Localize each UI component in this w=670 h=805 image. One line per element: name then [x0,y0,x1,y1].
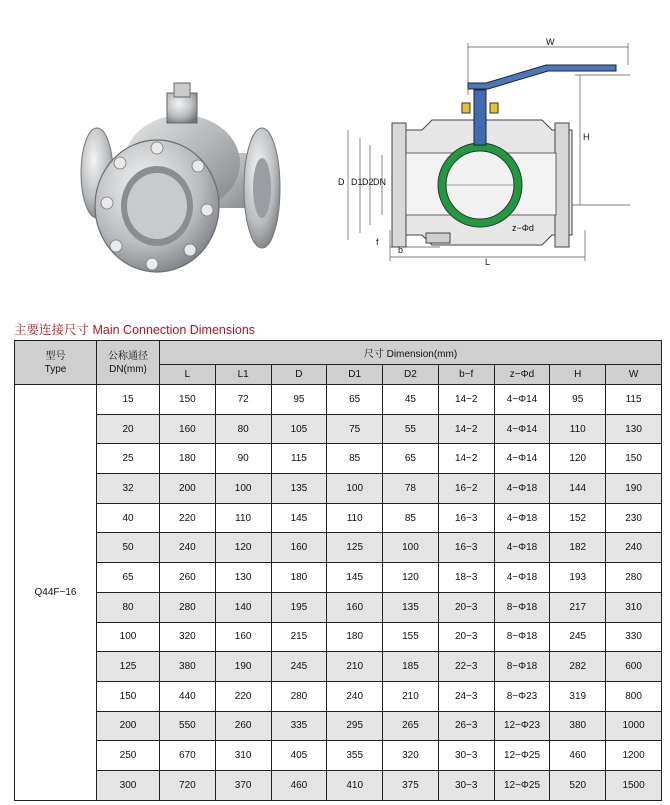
dn-cell: 80 [97,592,160,622]
cell-zd: 4−Φ14 [494,444,550,474]
cell-l1: 100 [215,474,271,504]
valve-section-drawing [330,35,650,265]
cell-zd: 8−Φ18 [494,622,550,652]
cell-w: 280 [606,563,662,593]
table-row [15,681,662,711]
cell-zd: 12−Φ25 [494,741,550,771]
cell-d: 280 [271,681,327,711]
cell-l1: 160 [215,622,271,652]
cell-d2: 320 [383,741,439,771]
dn-cell: 50 [97,533,160,563]
cell-l: 550 [160,711,216,741]
cell-d1: 125 [327,533,383,563]
column-header: L1 [215,365,271,385]
cell-zd: 4−Φ14 [494,385,550,415]
cell-h: 95 [550,385,606,415]
cell-d: 135 [271,474,327,504]
dn-cell: 125 [97,652,160,682]
cell-d: 195 [271,592,327,622]
cell-w: 1000 [606,711,662,741]
cell-bf: 18−3 [438,563,494,593]
cell-d: 180 [271,563,327,593]
cell-d2: 45 [383,385,439,415]
cell-l: 720 [160,770,216,800]
cell-zd: 12−Φ23 [494,711,550,741]
cell-bf: 24−3 [438,681,494,711]
cell-l1: 110 [215,503,271,533]
cell-bf: 22−3 [438,652,494,682]
label-D1: D1 [351,177,363,187]
type-header-cn: 型号 [45,350,66,362]
cell-d: 405 [271,741,327,771]
cell-d1: 240 [327,681,383,711]
cell-w: 310 [606,592,662,622]
cell-zd: 4−Φ18 [494,474,550,504]
dn-header [97,341,160,385]
dimension-header: 尺寸 Dimension(mm) [160,341,662,365]
cell-l1: 220 [215,681,271,711]
cell-l: 150 [160,385,216,415]
table-row [15,533,662,563]
cell-l: 180 [160,444,216,474]
cell-bf: 20−3 [438,622,494,652]
cell-d: 105 [271,414,327,444]
dn-cell: 32 [97,474,160,504]
column-header: D2 [383,365,439,385]
cell-h: 460 [550,741,606,771]
cell-l: 670 [160,741,216,771]
cell-d2: 375 [383,770,439,800]
cell-l1: 310 [215,741,271,771]
dn-cell: 250 [97,741,160,771]
cell-d: 215 [271,622,327,652]
cell-d2: 100 [383,533,439,563]
type-cell: Q44F−16 [15,385,97,801]
cell-w: 330 [606,622,662,652]
cell-w: 240 [606,533,662,563]
cell-w: 115 [606,385,662,415]
cell-d: 115 [271,444,327,474]
table-row [15,503,662,533]
cell-d1: 65 [327,385,383,415]
cell-l1: 72 [215,385,271,415]
cell-d1: 75 [327,414,383,444]
cell-l: 200 [160,474,216,504]
cell-zd: 4−Φ18 [494,563,550,593]
cell-w: 600 [606,652,662,682]
label-H: H [583,132,590,142]
cell-d2: 78 [383,474,439,504]
dn-cell: 200 [97,711,160,741]
label-D2: D2 [362,177,374,187]
cell-w: 800 [606,681,662,711]
cell-h: 380 [550,711,606,741]
cell-l: 240 [160,533,216,563]
type-header-en: Type [44,363,67,375]
cell-w: 1200 [606,741,662,771]
cell-bf: 30−3 [438,741,494,771]
cell-d1: 295 [327,711,383,741]
cell-l1: 130 [215,563,271,593]
dn-header-en: DN(mm) [109,363,147,375]
table-row [15,385,662,415]
dn-cell: 25 [97,444,160,474]
type-header [15,341,97,385]
cell-d: 160 [271,533,327,563]
cell-h: 152 [550,503,606,533]
cell-zd: 4−Φ14 [494,414,550,444]
label-L: L [485,257,491,265]
cell-d1: 410 [327,770,383,800]
cell-l: 220 [160,503,216,533]
cell-d: 245 [271,652,327,682]
table-row [15,741,662,771]
cell-d1: 355 [327,741,383,771]
cell-w: 230 [606,503,662,533]
dn-cell: 15 [97,385,160,415]
cell-d2: 265 [383,711,439,741]
cell-l1: 80 [215,414,271,444]
cell-l1: 90 [215,444,271,474]
column-header: z−Φd [494,365,550,385]
table-row [15,414,662,444]
cell-l: 280 [160,592,216,622]
dn-cell: 40 [97,503,160,533]
cell-d2: 85 [383,503,439,533]
label-z-phi-d: z−Φd [512,223,534,233]
cell-l: 160 [160,414,216,444]
cell-h: 144 [550,474,606,504]
cell-h: 193 [550,563,606,593]
label-DN: DN [373,177,386,187]
cell-bf: 16−3 [438,533,494,563]
cell-l1: 370 [215,770,271,800]
cell-zd: 8−Φ18 [494,652,550,682]
cell-l: 380 [160,652,216,682]
cell-d2: 120 [383,563,439,593]
cell-d1: 100 [327,474,383,504]
table-row [15,592,662,622]
cell-l1: 260 [215,711,271,741]
cell-d1: 110 [327,503,383,533]
cell-w: 130 [606,414,662,444]
table-row [15,711,662,741]
table-row [15,622,662,652]
cell-w: 190 [606,474,662,504]
cell-d1: 180 [327,622,383,652]
cell-d: 145 [271,503,327,533]
cell-l: 260 [160,563,216,593]
cell-h: 217 [550,592,606,622]
cell-d: 460 [271,770,327,800]
valve-photo [72,78,287,278]
cell-w: 150 [606,444,662,474]
cell-zd: 8−Φ18 [494,592,550,622]
cell-d2: 210 [383,681,439,711]
cell-zd: 8−Φ23 [494,681,550,711]
cell-l: 440 [160,681,216,711]
column-header: D1 [327,365,383,385]
table-row [15,652,662,682]
cell-d2: 135 [383,592,439,622]
cell-h: 182 [550,533,606,563]
cell-d1: 160 [327,592,383,622]
cell-d2: 55 [383,414,439,444]
column-header: H [550,365,606,385]
table-row [15,563,662,593]
cell-h: 520 [550,770,606,800]
cell-bf: 14−2 [438,414,494,444]
column-header: D [271,365,327,385]
table-row [15,444,662,474]
cell-bf: 20−3 [438,592,494,622]
cell-bf: 16−2 [438,474,494,504]
cell-bf: 16−3 [438,503,494,533]
table-row [15,770,662,800]
cell-d1: 85 [327,444,383,474]
cell-d2: 65 [383,444,439,474]
cell-bf: 14−2 [438,444,494,474]
dn-cell: 20 [97,414,160,444]
label-W: W [546,37,555,47]
cell-d1: 210 [327,652,383,682]
label-f: f [376,237,379,247]
dimensions-table [14,340,662,801]
cell-d: 95 [271,385,327,415]
cell-h: 282 [550,652,606,682]
cell-d: 335 [271,711,327,741]
dn-cell: 300 [97,770,160,800]
cell-d2: 155 [383,622,439,652]
label-D: D [338,177,345,187]
cell-bf: 26−3 [438,711,494,741]
column-header: W [606,365,662,385]
cell-l1: 120 [215,533,271,563]
cell-l1: 190 [215,652,271,682]
dn-cell: 100 [97,622,160,652]
cell-w: 1500 [606,770,662,800]
cell-l: 320 [160,622,216,652]
cell-zd: 12−Φ25 [494,770,550,800]
column-header: L [160,365,216,385]
cell-h: 110 [550,414,606,444]
cell-h: 319 [550,681,606,711]
cell-l1: 140 [215,592,271,622]
cell-h: 245 [550,622,606,652]
cell-d2: 185 [383,652,439,682]
dn-cell: 65 [97,563,160,593]
cell-zd: 4−Φ18 [494,503,550,533]
section-title: 主要连接尺寸 Main Connection Dimensions [14,323,256,337]
column-header: b−f [438,365,494,385]
dn-cell: 150 [97,681,160,711]
cell-bf: 14−2 [438,385,494,415]
cell-zd: 4−Φ18 [494,533,550,563]
cell-h: 120 [550,444,606,474]
dn-header-cn: 公称通径 [108,350,148,362]
cell-d1: 145 [327,563,383,593]
table-row [15,474,662,504]
label-b: b [398,245,404,255]
cell-bf: 30−3 [438,770,494,800]
